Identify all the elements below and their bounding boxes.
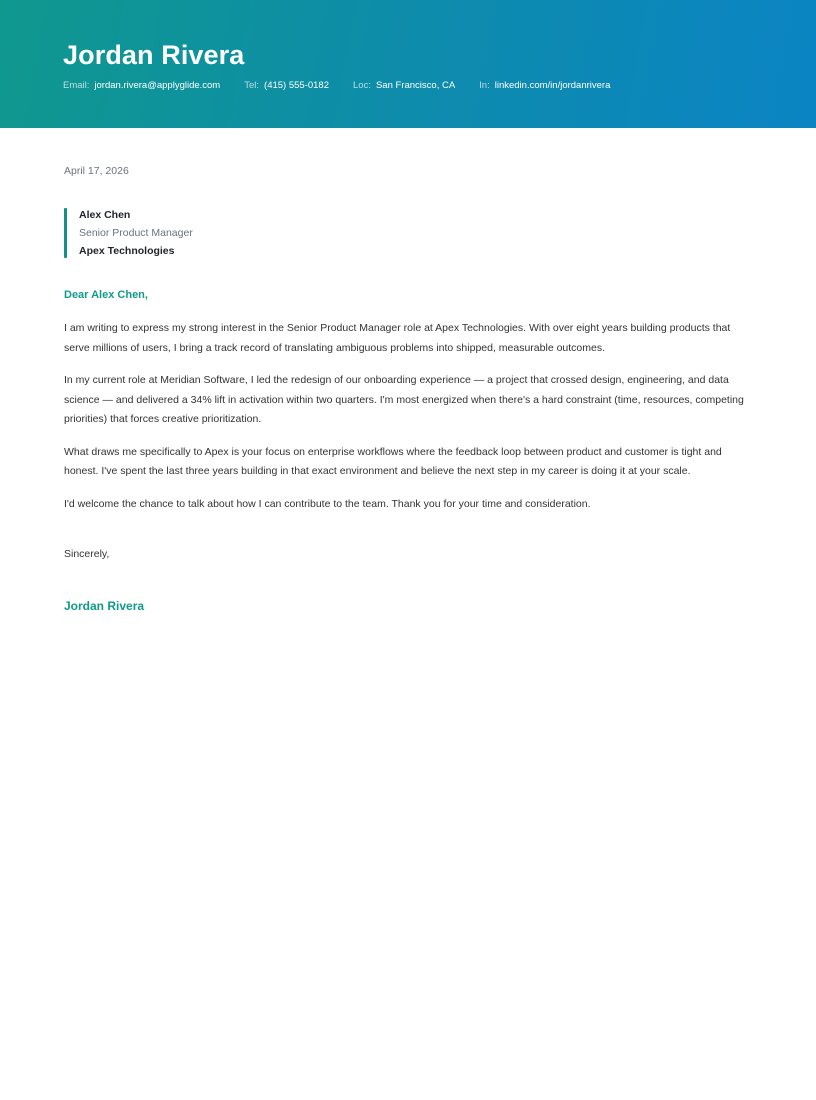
contact-item-location xyxy=(353,79,455,93)
recipient-company: Apex Technologies xyxy=(79,245,175,257)
contact-value-location: San Francisco, CA xyxy=(375,80,456,91)
recipient-title: Senior Product Manager xyxy=(79,227,193,239)
contact-value-email[interactable]: jordan.rivera@applyglide.com xyxy=(94,80,221,91)
contact-label-tel: Tel: xyxy=(244,80,260,91)
cover-letter-body xyxy=(0,128,816,615)
signature-name: Jordan Rivera xyxy=(64,598,145,613)
contact-item-linkedin xyxy=(479,79,610,93)
contact-value-tel[interactable]: (415) 555-0182 xyxy=(264,80,329,91)
recipient-accent-bar xyxy=(64,208,67,258)
letter-paragraph-4: I'd welcome the chance to talk about how I can contribute to the team. Thank you for your time and consideration. xyxy=(64,497,591,510)
page-title: Jordan Rivera xyxy=(63,40,245,70)
letter-paragraph-3: What draws me specifically to Apex is your focus on enterprise workflows where the feedback loop between product and customer is tight and honest. I've spent the last three years building in that exact environment and believe the next step in my career is doing it at your scale. xyxy=(64,445,722,477)
contact-label-email: Email: xyxy=(63,80,90,91)
salutation: Dear Alex Chen, xyxy=(64,289,148,301)
letter-paragraph-1: I am writing to express my strong interest in the Senior Product Manager role at Apex Technologies. With over eight years building products that serve millions of users, I bring a track record of translating ambiguous problems into shipped, measurable outcomes. xyxy=(64,322,731,354)
contact-label-location: Loc: xyxy=(353,80,371,91)
contact-value-linkedin[interactable]: linkedin.com/in/jordanrivera xyxy=(494,80,611,91)
closing-line: Sincerely, xyxy=(64,548,110,560)
contact-item-email xyxy=(63,79,220,93)
contact-info-row xyxy=(63,79,610,93)
recipient-block xyxy=(64,206,752,260)
letterhead-banner xyxy=(0,0,816,128)
contact-label-linkedin: In: xyxy=(479,80,490,91)
letter-date: April 17, 2026 xyxy=(64,165,129,177)
letter-paragraph-2: In my current role at Meridian Software, I led the redesign of our onboarding experience — a project that crossed design, engineering, and data science — and delivered a 34% lift in activation within two quarters. I'm most energized when there's a hard constraint (time, resources, competing priorities) that forces creative prioritization. xyxy=(64,374,744,425)
recipient-name: Alex Chen xyxy=(79,209,131,221)
contact-item-tel xyxy=(244,79,329,93)
